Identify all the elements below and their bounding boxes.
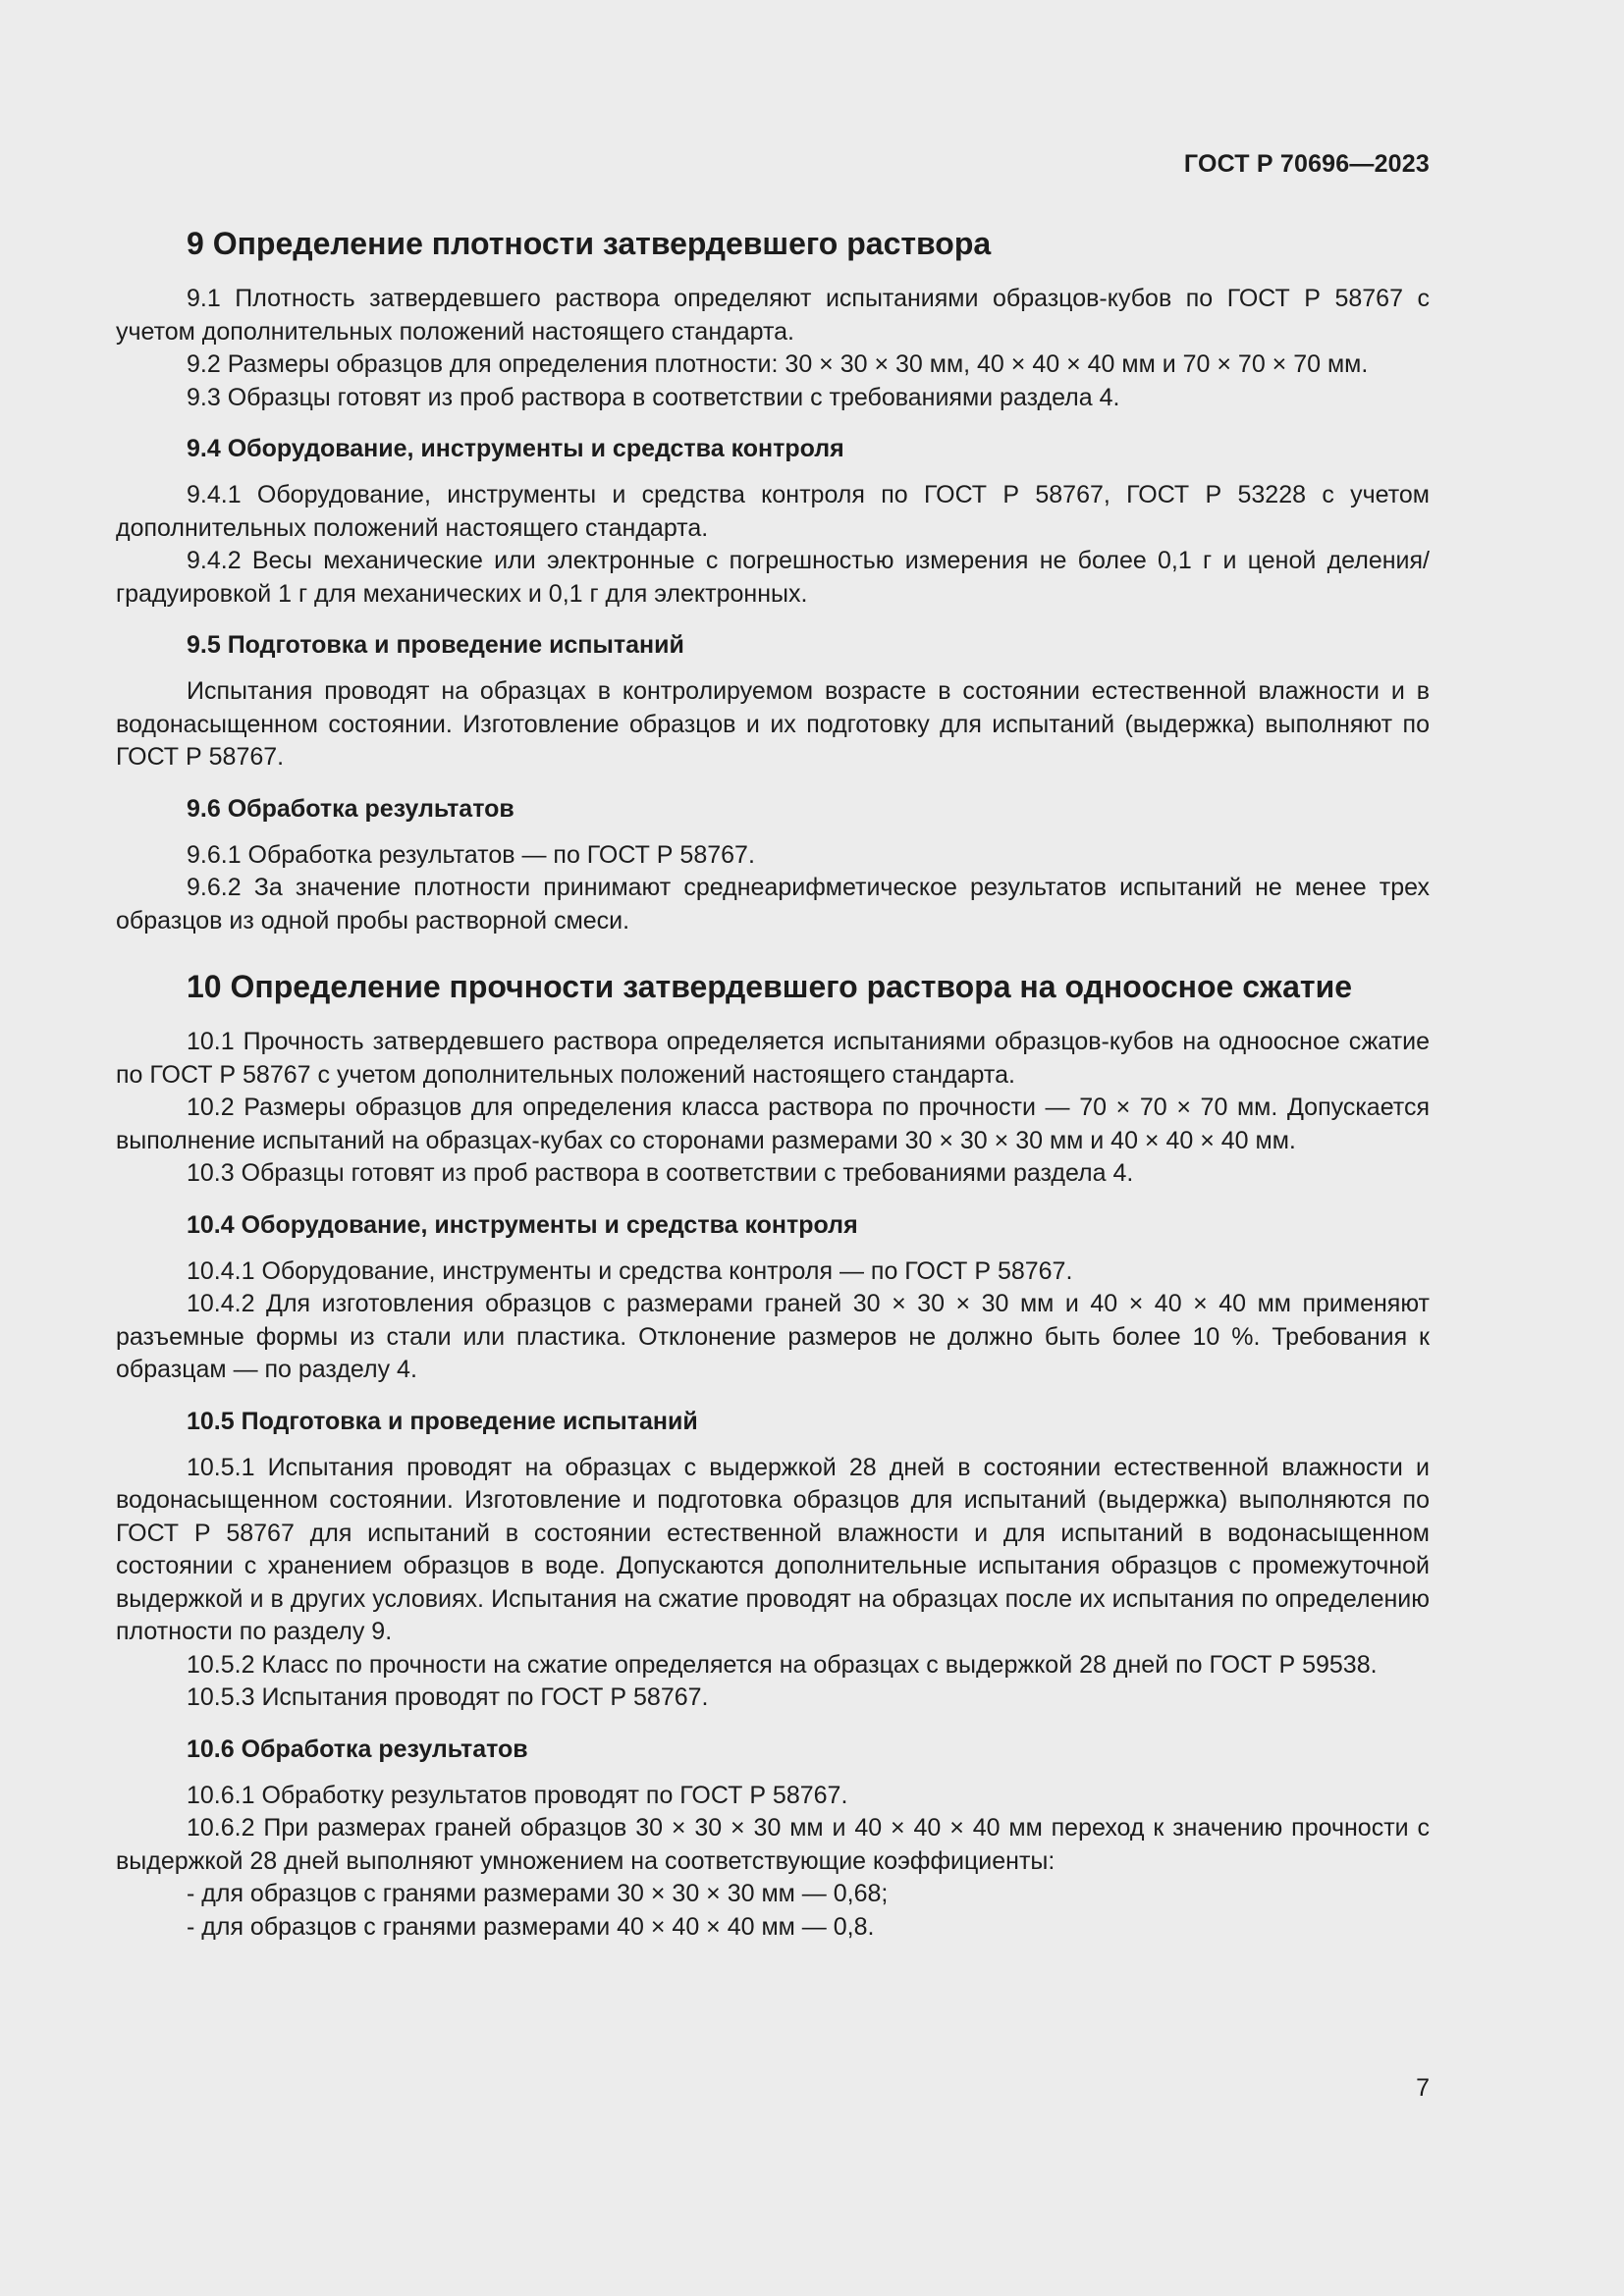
paragraph-10-3: 10.3 Образцы готовят из проб раствора в соответствии с требованиями раздела 4. xyxy=(187,1159,1134,1187)
subsection-10-4-title: 10.4 Оборудование, инструменты и средства контроля xyxy=(187,1210,858,1239)
list-item: - для образцов с гранями размерами 40 × 40 × 40 мм — 0,8. xyxy=(187,1912,875,1941)
paragraph-9-1: 9.1 Плотность затвердевшего раствора определяют испытаниями образцов-кубов по ГОСТ Р 58767 с учетом дополнительных положений настоящего стандарта. xyxy=(116,285,1430,346)
paragraph-10-1: 10.1 Прочность затвердевшего раствора определяется испытаниями образцов-кубов на одноосное сжатие по ГОСТ Р 58767 с учетом дополнительных положений настоящего стандарта. xyxy=(116,1028,1430,1089)
paragraph-9-5: Испытания проводят на образцах в контролируемом возрасте в состоянии естественной влажности и в водонасыщенном состоянии. Изготовление образцов и их подготовку для испытаний (выдержка) выполняют по ГОСТ Р 58767. xyxy=(116,677,1430,771)
page-content xyxy=(116,222,1430,1944)
paragraph-10-2: 10.2 Размеры образцов для определения класса раствора по прочности — 70 × 70 × 70 мм. Допускается выполнение испытаний на образцах-кубах со сторонами размерами 30 × 30 × 30 мм и 40 × 40 × 40 мм. xyxy=(116,1094,1430,1154)
paragraph-10-5-2: 10.5.2 Класс по прочности на сжатие определяется на образцах с выдержкой 28 дней по ГОСТ Р 59538. xyxy=(187,1650,1378,1679)
paragraph-9-4-1: 9.4.1 Оборудование, инструменты и средства контроля по ГОСТ Р 58767, ГОСТ Р 53228 с учетом дополнительных положений настоящего стандарта. xyxy=(116,481,1430,542)
paragraph-10-4-2: 10.4.2 Для изготовления образцов с размерами граней 30 × 30 × 30 мм и 40 × 40 × 40 мм применяют разъемные формы из стали или пластика. Отклонение размеров не должно быть более 10 %. Требования к образцам — по разделу 4. xyxy=(116,1290,1430,1383)
paragraph-10-5-1: 10.5.1 Испытания проводят на образцах с выдержкой 28 дней в состоянии естественной влажности и водонасыщенном состоянии. Изготовление и подготовка образцов для испытаний (выдержка) выполняются по ГОСТ Р 58767 для испытаний в состоянии естественной влажности и для испытаний в водонасыщенном состоянии с хранением образцов в воде. Допускаются дополнительные испытания образцов с промежуточной выдержкой и в других условиях. Испытания на сжатие проводят на образцах после их испытания по определению плотности по разделу 9. xyxy=(116,1453,1430,1645)
paragraph-9-3: 9.3 Образцы готовят из проб раствора в соответствии с требованиями раздела 4. xyxy=(187,383,1120,411)
paragraph-9-4-2: 9.4.2 Весы механические или электронные с погрешностью измерения не более 0,1 г и ценой деления/градуировкой 1 г для механических и 0,1 г для электронных. xyxy=(116,547,1430,608)
list-item: - для образцов с гранями размерами 30 × 30 × 30 мм — 0,68; xyxy=(187,1880,889,1907)
paragraph-10-5-3: 10.5.3 Испытания проводят по ГОСТ Р 58767. xyxy=(187,1683,709,1711)
paragraph-10-4-1: 10.4.1 Оборудование, инструменты и средства контроля — по ГОСТ Р 58767. xyxy=(187,1256,1073,1285)
paragraph-10-6-2: 10.6.2 При размерах граней образцов 30 × 30 × 30 мм и 40 × 40 × 40 мм переход к значению прочности с выдержкой 28 дней выполняют умножением на соответствующие коэффициенты: xyxy=(116,1814,1430,1875)
paragraph-9-6-2: 9.6.2 За значение плотности принимают среднеарифметическое результатов испытаний не менее трех образцов из одной пробы растворной смеси. xyxy=(116,874,1430,934)
subsection-9-4-title: 9.4 Оборудование, инструменты и средства контроля xyxy=(187,435,844,462)
page-number: 7 xyxy=(1416,2074,1430,2102)
paragraph-9-2: 9.2 Размеры образцов для определения плотности: 30 × 30 × 30 мм, 40 × 40 × 40 мм и 70 × 70 × 70 мм. xyxy=(187,350,1369,378)
paragraph-10-6-1: 10.6.1 Обработку результатов проводят по ГОСТ Р 58767. xyxy=(187,1781,848,1809)
section-10-title: 10 Определение прочности затвердевшего раствора на одноосное сжатие xyxy=(187,969,1353,1004)
subsection-10-5-title: 10.5 Подготовка и проведение испытаний xyxy=(187,1407,698,1435)
subsection-10-6-title: 10.6 Обработка результатов xyxy=(187,1735,528,1763)
section-9-title: 9 Определение плотности затвердевшего раствора xyxy=(187,226,992,261)
document-code: ГОСТ Р 70696—2023 xyxy=(1183,150,1430,178)
subsection-9-5-title: 9.5 Подготовка и проведение испытаний xyxy=(187,631,684,659)
subsection-9-6-title: 9.6 Обработка результатов xyxy=(187,794,514,823)
paragraph-9-6-1: 9.6.1 Обработка результатов — по ГОСТ Р 58767. xyxy=(187,840,755,869)
